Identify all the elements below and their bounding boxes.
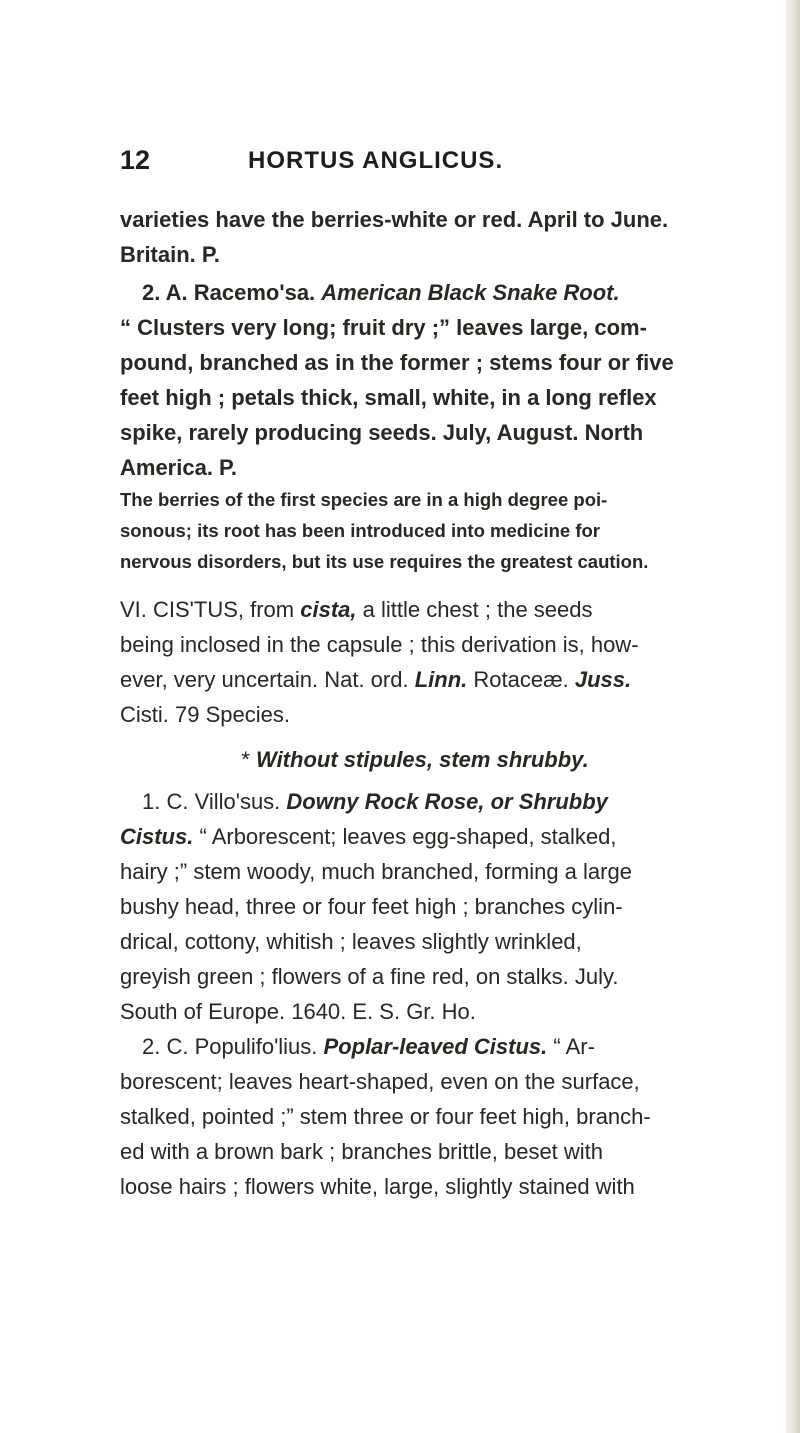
text-run: loose hairs ; flowers white, large, slightly stained with	[120, 1174, 635, 1199]
text-run: The berries of the first species are in a high degree poi-	[120, 489, 608, 510]
text-run: ed with a brown bark ; branches brittle, beset with	[120, 1139, 604, 1164]
text-line	[120, 999, 710, 1025]
text-line	[120, 632, 710, 658]
text-run: 2. C. Populifo'lius.	[142, 1034, 324, 1059]
text-line	[120, 315, 710, 341]
text-run: 2. A. Racemo'sa.	[142, 280, 322, 305]
text-run: VI. CIS'TUS, from	[120, 597, 301, 622]
text-line	[120, 929, 710, 955]
text-line	[120, 1069, 710, 1095]
text-line	[120, 747, 710, 773]
text-run: hairy ;” stem woody, much branched, forming a large	[120, 859, 632, 884]
text-run: sonous; its root has been introduced into medicine for	[120, 520, 601, 541]
italic-text: Linn.	[414, 667, 468, 692]
text-run: a little chest ; the seeds	[356, 597, 593, 622]
text-line	[120, 280, 732, 306]
italic-text: cista,	[300, 597, 357, 622]
italic-text: Poplar-leaved Cistus.	[323, 1034, 548, 1059]
text-line	[120, 964, 710, 990]
text-run: feet high ; petals thick, small, white, in a long reflex	[120, 385, 657, 410]
italic-text: Juss.	[574, 667, 632, 692]
running-head: HORTUS ANGLICUS.	[248, 147, 504, 174]
text-run: Rotaceæ.	[467, 667, 575, 692]
text-run: ever, very uncertain. Nat. ord.	[120, 667, 415, 692]
text-line	[120, 551, 710, 573]
text-line	[120, 667, 710, 693]
text-line	[120, 1139, 710, 1165]
text-run: 1. C. Villo'sus.	[142, 789, 287, 814]
text-run: borescent; leaves heart-shaped, even on the surface,	[120, 1069, 640, 1094]
text-run: being inclosed in the capsule ; this derivation is, how-	[120, 632, 639, 657]
text-run: pound, branched as in the former ; stems four or five	[120, 350, 674, 375]
text-line	[120, 702, 710, 728]
text-line	[120, 420, 710, 446]
text-run: “ Clusters very long; fruit dry ;” leaves large, com-	[120, 315, 647, 340]
text-line	[120, 455, 710, 481]
text-run: greyish green ; flowers of a fine red, on stalks. July.	[120, 964, 619, 989]
text-run: nervous disorders, but its use requires the greatest caution.	[120, 551, 649, 572]
text-line	[120, 489, 710, 511]
text-run: South of Europe. 1640. E. S. Gr. Ho.	[120, 999, 476, 1024]
text-line	[120, 385, 710, 411]
italic-text: American Black Snake Root.	[321, 280, 620, 305]
text-line	[120, 1104, 710, 1130]
text-run: spike, rarely producing seeds. July, August. North	[120, 420, 644, 445]
text-line	[120, 824, 710, 850]
text-line	[120, 242, 710, 268]
text-run: stalked, pointed ;” stem three or four feet high, branch-	[120, 1104, 651, 1129]
text-run: *	[241, 747, 256, 772]
text-run: drical, cottony, whitish ; leaves slightly wrinkled,	[120, 929, 582, 954]
text-line	[120, 520, 710, 542]
text-run: bushy head, three or four feet high ; branches cylin-	[120, 894, 623, 919]
text-line	[120, 207, 710, 233]
italic-text: Cistus.	[120, 824, 194, 849]
text-run: Cisti. 79 Species.	[120, 702, 290, 727]
page-number: 12	[120, 145, 151, 175]
italic-text: Downy Rock Rose, or Shrubby	[286, 789, 608, 814]
text-line	[120, 1174, 710, 1200]
text-line	[120, 789, 732, 815]
text-line	[120, 1034, 732, 1060]
text-run: Britain. P.	[120, 242, 220, 267]
text-line	[120, 894, 710, 920]
page-edge-shadow	[786, 0, 800, 1433]
text-line	[120, 350, 710, 376]
text-run: “ Arborescent; leaves egg-shaped, stalked,	[193, 824, 617, 849]
text-line	[120, 597, 710, 623]
text-run: varieties have the berries-white or red. April to June.	[120, 207, 669, 232]
text-line	[120, 859, 710, 885]
text-run: “ Ar-	[547, 1034, 595, 1059]
text-run: America. P.	[120, 455, 238, 480]
italic-text: Without stipules, stem shrubby.	[256, 747, 589, 772]
